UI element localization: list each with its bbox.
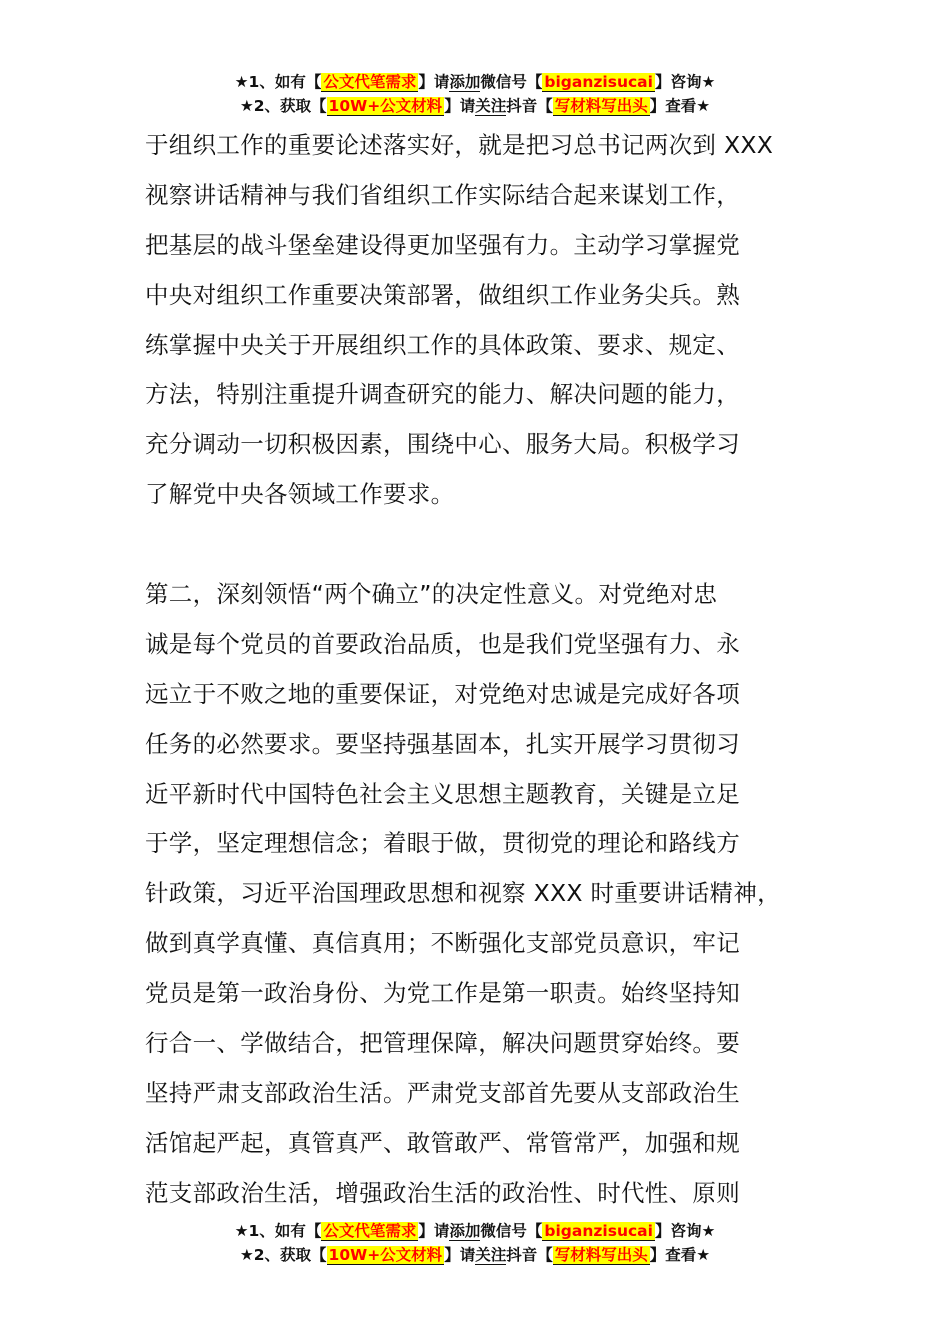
paragraph-line: 中央对组织工作重要决策部署，做组织工作业务尖兵。熟 xyxy=(145,280,740,309)
footer-line-1-suffix: 】咨询★ xyxy=(654,1222,716,1240)
header-line-1-highlight-wechat-id: biganzisucai xyxy=(544,73,653,91)
footer-line-2-mid: 】请 xyxy=(444,1246,476,1264)
header-line-2-highlight-douyin-account: 写材料写出头 xyxy=(554,97,648,115)
header-line-2-underlined: 关注 xyxy=(475,97,507,115)
footer-line-1 xyxy=(0,1219,950,1243)
paragraph-line: 了解党中央各领域工作要求。 xyxy=(145,480,455,509)
paragraph-line: 行合一、学做结合，把管理保障，解决问题贯穿始终。要 xyxy=(145,1029,740,1058)
footer-line-1-mid2: 微信号【 xyxy=(480,1222,543,1240)
footer-line-1-prefix: ★1、如有【 xyxy=(234,1222,322,1240)
paragraph-line: 做到真学真懂、真信真用；不断强化支部党员意识，牢记 xyxy=(145,929,740,958)
header-line-1-mid2: 微信号【 xyxy=(480,73,543,91)
footer-line-2-mid2: 抖音【 xyxy=(506,1246,553,1264)
header-line-1-mid: 】请 xyxy=(418,73,450,91)
footer-line-1-underlined: 添加 xyxy=(449,1222,481,1240)
footer-banner xyxy=(0,1219,950,1267)
paragraph-line: 充分调动一切积极因素，围绕中心、服务大局。积极学习 xyxy=(145,430,740,459)
paragraph-line: 任务的必然要求。要坚持强基固本，扎实开展学习贯彻习 xyxy=(145,729,740,758)
footer-line-2-highlight-materials: 10W+公文材料 xyxy=(328,1246,443,1264)
paragraph-line: 诚是每个党员的首要政治品质，也是我们党坚强有力、永 xyxy=(145,629,740,658)
paragraph-line: 方法，特别注重提升调查研究的能力、解决问题的能力， xyxy=(145,380,740,409)
header-line-2-prefix: ★2、获取【 xyxy=(239,97,327,115)
paragraph-line: 于学，坚定理想信念；着眼于做，贯彻党的理论和路线方 xyxy=(145,829,740,858)
body-paragraph-1 xyxy=(145,121,845,520)
paragraph-line: 第二，深刻领悟“两个确立”的决定性意义。对党绝对忠 xyxy=(145,580,718,608)
footer-line-1-highlight-wechat-id: biganzisucai xyxy=(544,1222,653,1240)
paragraph-line: 把基层的战斗堡垒建设得更加坚强有力。主动学习掌握党 xyxy=(145,230,740,259)
paragraph-line: 范支部政治生活，增强政治生活的政治性、时代性、原则 xyxy=(145,1178,740,1207)
paragraph-line: 针政策，习近平治国理政思想和视察 XXX 时重要讲话精神， xyxy=(145,879,781,908)
paragraph-line: 于组织工作的重要论述落实好，就是把习总书记两次到 XXX xyxy=(145,131,774,159)
header-line-1-prefix: ★1、如有【 xyxy=(234,73,322,91)
paragraph-line: 练掌握中央关于开展组织工作的具体政策、要求、规定、 xyxy=(145,330,740,359)
footer-line-2-prefix: ★2、获取【 xyxy=(239,1246,327,1264)
paragraph-line: 党员是第一政治身份、为党工作是第一职责。始终坚持知 xyxy=(145,979,740,1008)
header-line-2-mid: 】请 xyxy=(444,97,476,115)
footer-line-2-highlight-douyin-account: 写材料写出头 xyxy=(554,1246,648,1264)
header-line-1-underlined: 添加 xyxy=(449,73,481,91)
paragraph-line: 远立于不败之地的重要保证，对党绝对忠诚是完成好各项 xyxy=(145,679,740,708)
footer-line-2-suffix: 】查看★ xyxy=(649,1246,711,1264)
header-line-1-highlight-service: 公文代笔需求 xyxy=(323,73,417,91)
header-banner xyxy=(0,70,950,118)
footer-line-2-underlined: 关注 xyxy=(475,1246,507,1264)
body-paragraph-2 xyxy=(145,570,845,1219)
paragraph-line: 活馆起严起，真管真严、敢管敢严、常管常严，加强和规 xyxy=(145,1128,740,1157)
header-line-2-mid2: 抖音【 xyxy=(506,97,553,115)
header-line-2-highlight-materials: 10W+公文材料 xyxy=(328,97,443,115)
header-line-1 xyxy=(0,70,950,94)
header-line-2-suffix: 】查看★ xyxy=(649,97,711,115)
paragraph-line: 坚持严肃支部政治生活。严肃党支部首先要从支部政治生 xyxy=(145,1078,740,1107)
footer-line-1-highlight-service: 公文代笔需求 xyxy=(323,1222,417,1240)
paragraph-line: 近平新时代中国特色社会主义思想主题教育，关键是立足 xyxy=(145,779,740,808)
footer-line-2 xyxy=(0,1243,950,1267)
paragraph-line: 视察讲话精神与我们省组织工作实际结合起来谋划工作， xyxy=(145,180,740,209)
footer-line-1-mid: 】请 xyxy=(418,1222,450,1240)
header-line-1-suffix: 】咨询★ xyxy=(654,73,716,91)
header-line-2 xyxy=(0,94,950,118)
